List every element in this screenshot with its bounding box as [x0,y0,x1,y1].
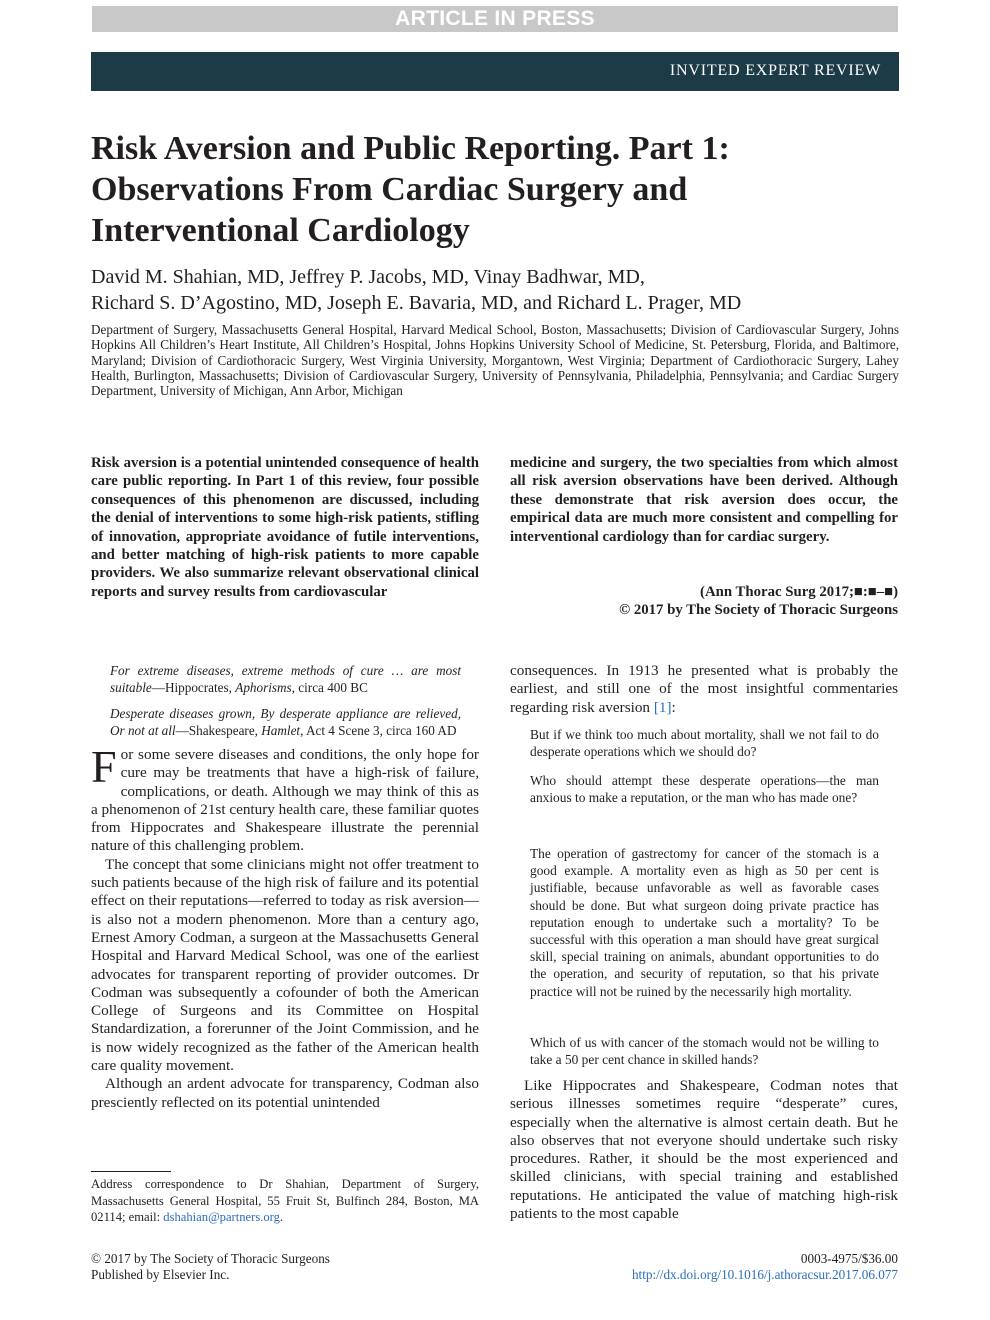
correspondence-footnote [91,1176,479,1226]
epigraph-hippocrates [110,662,461,696]
epigraph-quote: Desperate diseases grown, By desperate appliance are relieved, Or not at all [110,706,461,738]
epigraph-date: , Act 4 Scene 3, circa 160 AD [300,723,457,738]
article-in-press-banner: ARTICLE IN PRESS [92,6,898,32]
drop-cap: F [91,741,117,792]
body-right-column-top [510,662,898,717]
epigraph-source: —Hippocrates, [151,680,236,695]
codman-quote-1 [530,726,879,760]
footer-publisher: Published by Elsevier Inc. [91,1266,230,1282]
codman-intro-text: consequences. In 1913 he presented what is probably the earliest, and still one of the most insightful commentaries regarding risk aversion [510,662,898,716]
epigraph-source: —Shakespeare, [175,723,262,738]
footer-copyright: © 2017 by The Society of Thoracic Surgeons [91,1251,330,1266]
codman-quote-4 [530,1034,879,1068]
doi-link[interactable]: http://dx.doi.org/10.1016/j.athoracsur.2017.06.077 [631,1266,898,1282]
codman-intro-paragraph [510,662,898,717]
footer-right [560,1251,898,1282]
body-right-column-bottom [510,1077,898,1223]
footnote-divider [91,1171,171,1172]
section-header-bar [91,52,899,91]
epigraph-quote: For extreme diseases, extreme methods of cure … are most suitable [110,663,461,695]
body-left-column [91,741,479,1112]
footer-issn: 0003-4975/$36.00 [800,1251,898,1266]
abstract-left-column: Risk aversion is a potential unintended consequence of health care public reporting. In Part 1 of this review, four possible consequences of this phenomenon are discussed, including the denial of interventions to some high-risk patients, stifling of innovation, appropriate avoidance of futile interventions, and better matching of high-risk patients to more capable providers. We also summarize relevant observational clinical reports and survey results from cardiovascular [91,455,479,600]
footnote-text: Address correspondence to Dr Shahian, Department of Surgery, Massachusetts General Hospital, 55 Fruit St, Bulfinch 284, Boston, MA 02114; email: [91,1177,479,1224]
quote-text: But if we think too much about mortality, shall we not fail to do desperate operations which we should do? [530,727,879,760]
citation-line: (Ann Thorac Surg 2017;■:■–■) [700,584,898,600]
codman-quote-3 [530,845,879,1000]
authors-line-2: Richard S. D’Agostino, MD, Joseph E. Bavaria, MD, and Richard L. Prager, MD [91,292,742,314]
intro-text: or some severe diseases and conditions, the only hope for cure may be treatments that have a high-risk of failure, complications, or death. Although we may think of this as a phenomenon of 21st century health care, these familiar quotes from Hippocrates and Shakespeare illustrate the perennial nature of this challenging problem. [91,746,479,855]
journal-citation [500,583,898,620]
authors-line-1: David M. Shahian, MD, Jeffrey P. Jacobs, MD, Vinay Badhwar, MD, [91,266,645,288]
author-list [91,264,897,316]
abstract-copyright: © 2017 by The Society of Thoracic Surgeons [619,602,898,619]
quote-text: Which of us with cancer of the stomach would not be willing to take a 50 per cent chance in skilled hands? [530,1035,879,1068]
codman-intro-end: : [671,698,676,716]
epigraph-work: Hamlet [261,723,301,738]
matching-paragraph: Like Hippocrates and Shakespeare, Codman notes that serious illnesses sometimes require “desperate” cures, especially when the alternative is almost certain death. But he also observes that not everyone should undertake such risky procedures. Rather, it should be the most experienced and skilled clinicians, with special training and established reputations. He anticipated the value of matching high-risk patients to the most capable [510,1077,898,1223]
codman-paragraph: The concept that some clinicians might not offer treatment to such patients because of the high risk of failure and its potential effect on their reputations—referred to today as risk aversion—is also not a modern phenomenon. More than a century ago, Ernest Amory Codman, a surgeon at the Massachusetts General Hospital and Harvard Medical School, was one of the earliest advocates for transparent reporting of provider outcomes. Dr Codman was subsequently a cofounder of both the American College of Surgeons and its Committee on Hospital Standardization, a forerunner of the Joint Commission, and he is now widely recognized as the father of the American health care quality movement. [91,855,479,1075]
epigraph-work: Aphorisms [235,680,292,695]
epigraph-shakespeare [110,705,461,739]
section-label: INVITED EXPERT REVIEW [669,62,881,79]
article-title: Risk Aversion and Public Reporting. Part 1: Observations From Cardiac Surgery and Interventional Cardiology [91,130,730,249]
intro-paragraph [91,741,479,856]
quote-text: Who should attempt these desperate operations—the man anxious to make a reputation, or the man who has made one? [530,773,879,806]
email-link[interactable]: dshahian@partners.org [163,1210,280,1224]
footnote-end: . [279,1210,284,1224]
footer-left [91,1251,330,1282]
reference-link[interactable]: [1] [653,698,672,716]
transparency-paragraph: Although an ardent advocate for transparency, Codman also presciently reflected on its potential unintended [91,1075,479,1111]
codman-quote-2 [530,772,879,806]
affiliations: Department of Surgery, Massachusetts General Hospital, Harvard Medical School, Boston, Massachusetts; Division of Cardiovascular Surgery, Johns Hopkins All Children’s Heart Institute, All Children’s Hospital, Johns Hopkins University School of Medicine, St. Petersburg, Florida, and Baltimore, Maryland; Division of Cardiothoracic Surgery, West Virginia University, Morgantown, West Virginia; Department of Cardiothoracic Surgery, Lahey Health, Burlington, Massachusetts; Division of Cardiovascular Surgery, University of Pennsylvania, Philadelphia, Pennsylvania; and Cardiac Surgery Department, University of Michigan, Ann Arbor, Michigan [91,322,899,399]
quote-text: The operation of gastrectomy for cancer of the stomach is a good example. A mortality even as high as 50 per cent is justifiable, because unfavorable as well as favorable cases should be done. But what surgeon doing private practice has reputation enough to undertake such a mortality? To be successful with this operation a man should have great surgical skill, special training on animals, abundant opportunities to do the operation, and security of reputation, so that his private practice will not be ruined by the necessarily high mortality. [530,846,879,999]
abstract-right-column: medicine and surgery, the two specialties from which almost all risk aversion observations have been derived. Although these demonstrate that risk aversion does occur, the empirical data are much more consistent and compelling for interventional cardiology than for cardiac surgery. [510,455,898,545]
epigraph-date: , circa 400 BC [291,680,368,695]
